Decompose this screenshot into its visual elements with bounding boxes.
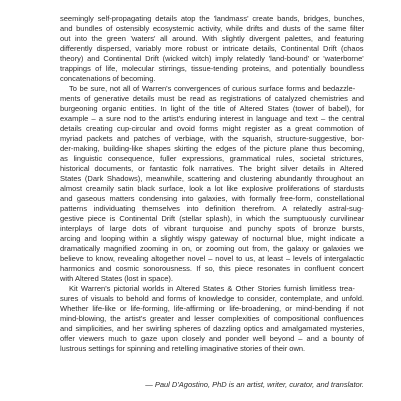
text-line: burgeoning organic entities. In light of the title of Altered States (tower of babel), for [60,104,365,113]
text-line: dramatically magnified zooming in on, or zooming out from, the galaxy or galaxies we [60,244,364,253]
text-line: ments of generative details must be read as registrations of catalyzed chemistries and [60,94,365,103]
text-line: and simplicities, and her swirling spheres of dazzling optics and amalgamated mysteries, [60,324,365,333]
author-attribution [60,380,364,390]
text-line: concatenations of becoming. [60,74,156,83]
text-line: gestive piece is Continental Drift (stellar splash), in which the sumptuously curvilinear [60,214,365,223]
text-line: almost creamily satin black surface, look a lot like explosive proliferations of stardusts [60,184,365,193]
text-line: mind-blowing, the artist's greater and lesser complexities of compositional confluences [60,314,364,323]
paragraph-1 [60,14,364,84]
text-line: historical documents, or fantastic folk narratives. The bright silver details in Altered [60,164,364,173]
text-line: sures of visuals to behold and forms of knowledge to consider, contemplate, and unfold. [60,294,365,303]
text-line: offer viewers much to gaze upon closely and ponder well beyond – and a bounty of [60,334,364,343]
paragraph-2 [60,84,364,284]
text-line: with Altered States (lost in space). [60,274,173,283]
section-spacer [60,354,364,380]
text-line: lustrous settings for spinning and retelling imaginative stories of their own. [60,344,306,353]
text-line: der-making, building-like shapes skirting the edges of the picture plane thus becoming, [60,144,365,153]
text-line: details creating cup-circular and ovoid forms might register as a great commotion of [60,124,364,133]
text-line: arcing and looping within a slightly wispy gateway of nocturnal blue, might indicate a [60,234,364,243]
text-line: seemingly self-propagating details atop the 'landmass' create bands, bridges, bunches, [60,14,365,23]
paragraph-3 [60,284,364,354]
text-line: and gaseous matters condensing into galaxies, with formally free-form, constellational [60,194,365,203]
text-line: and bundles of ostensibly ecosystemic activity, while drifts and dusts of the same filter [60,24,365,33]
text-line: Whether life-like or life-forming, life-affirming or life-broadening, or mind-bending if not [60,304,364,313]
text-line: interplays of large dots of vibrant turquoise and punchy spots of bronze bursts, [60,224,365,233]
text-line: myriad packets and patches of verbiage, with the squarish, structure-suggestive, bor- [60,134,365,143]
text-line: theory) and Continental Drift (wicked witch) imply relatedly 'land-bound' or 'waterborne' [60,54,364,63]
text-line: States (Dark Shadows), meanwhile, scattering and clustering abundantly throughout an [60,174,364,183]
text-line: as linguistic consequence, fuller expressions, grammatical rules, societal strictures, [60,154,364,163]
text-line: example – a sure nod to the artist's enduring interest in language and text – the central [60,114,365,123]
author-attribution-text: — Paul D'Agostino, PhD is an artist, writer, curator, and translator. [145,380,364,389]
essay-page [60,14,364,390]
text-line: differently dispersed, variably more robust or intricate details, Continental Drift (chaos [60,44,364,53]
text-line: out into the green 'waters' all around. With slightly divergent palettes, and featuring [60,34,364,43]
text-line: patterns individuating themselves into definition therefrom. A relatedly astral-sug- [60,204,364,213]
text-line: believe to know, revealing altogether novel – novel to us, at least – levels of intergalactic [60,254,365,263]
text-line: trappings of life, molecular stirrings, tissue-tending proteins, and potentially boundless [60,64,365,73]
text-line: To be sure, not all of Warren's convergences of curious surface forms and bedazzle- [69,84,356,93]
text-line: harmonics and cosmic sonorousness. If so, this piece resonates in confluent concert [60,264,364,273]
text-line: Kit Warren's pictorial worlds in Altered States & Other Stories furnish limitless trea- [69,284,355,293]
